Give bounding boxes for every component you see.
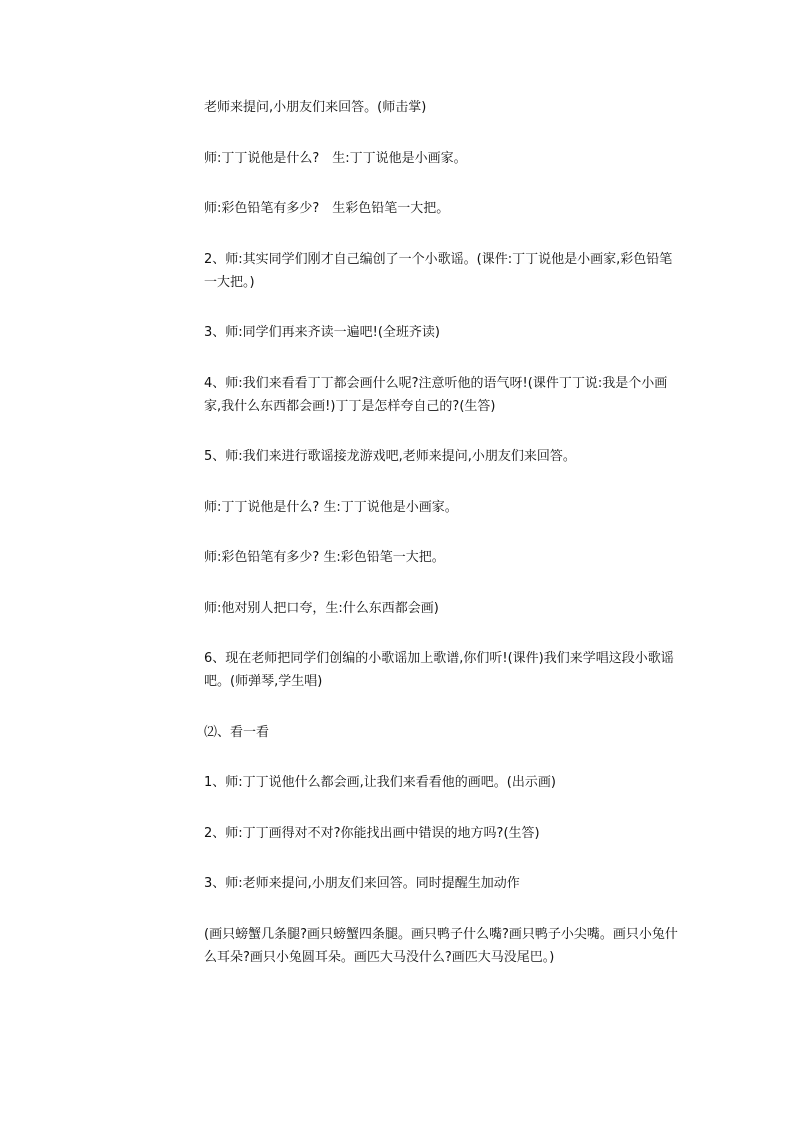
paragraph: (画只螃蟹几条腿?画只螃蟹四条腿。画只鸭子什么嘴?画只鸭子小尖嘴。画只小兔什么耳朵?画只小兔圆耳朵。画匹大马没什么?画匹大马没尾巴。) bbox=[204, 926, 678, 965]
section-heading: ⑵、看一看 bbox=[204, 724, 270, 740]
paragraph: 3、师:老师来提问,小朋友们来回答。同时提醒生加动作 bbox=[204, 876, 520, 891]
document-body bbox=[204, 96, 684, 996]
paragraph: 6、现在老师把同学们创编的小歌谣加上歌谱,你们听!(课件)我们来学唱这段小歌谣吧。(师弹琴,学生唱) bbox=[204, 651, 674, 689]
paragraph: 老师来提问,小朋友们来回答。(师击掌) bbox=[204, 100, 427, 115]
paragraph: 1、师:丁丁说他什么都会画,让我们来看看他的画吧。(出示画) bbox=[204, 775, 556, 790]
paragraph: 5、师:我们来进行歌谣接龙游戏吧,老师来提问,小朋友们来回答。 bbox=[204, 449, 576, 464]
paragraph: 3、师:同学们再来齐读一遍吧!(全班齐读) bbox=[204, 325, 441, 340]
paragraph: 4、师:我们来看看丁丁都会画什么呢?注意听他的语气呀!(课件丁丁说:我是个小画家,我什么东西都会画!)丁丁是怎样夸自己的?(生答) bbox=[204, 375, 668, 414]
paragraph: 师:他对别人把口夸，生:什么东西都会画) bbox=[204, 600, 439, 616]
paragraph: 师:彩色铅笔有多少? 生彩色铅笔一大把。 bbox=[204, 201, 450, 216]
paragraph: 师:彩色铅笔有多少? 生:彩色铅笔一大把。 bbox=[204, 550, 445, 565]
paragraph: 2、师:丁丁画得对不对?你能找出画中错误的地方吗?(生答) bbox=[204, 825, 540, 841]
paragraph: 师:丁丁说他是什么? 生:丁丁说他是小画家。 bbox=[204, 150, 467, 166]
paragraph: 师:丁丁说他是什么? 生:丁丁说他是小画家。 bbox=[204, 499, 458, 515]
paragraph: 2、师:其实同学们刚才自己编创了一个小歌谣。(课件:丁丁说他是小画家,彩色铅笔一大把。) bbox=[204, 251, 673, 290]
